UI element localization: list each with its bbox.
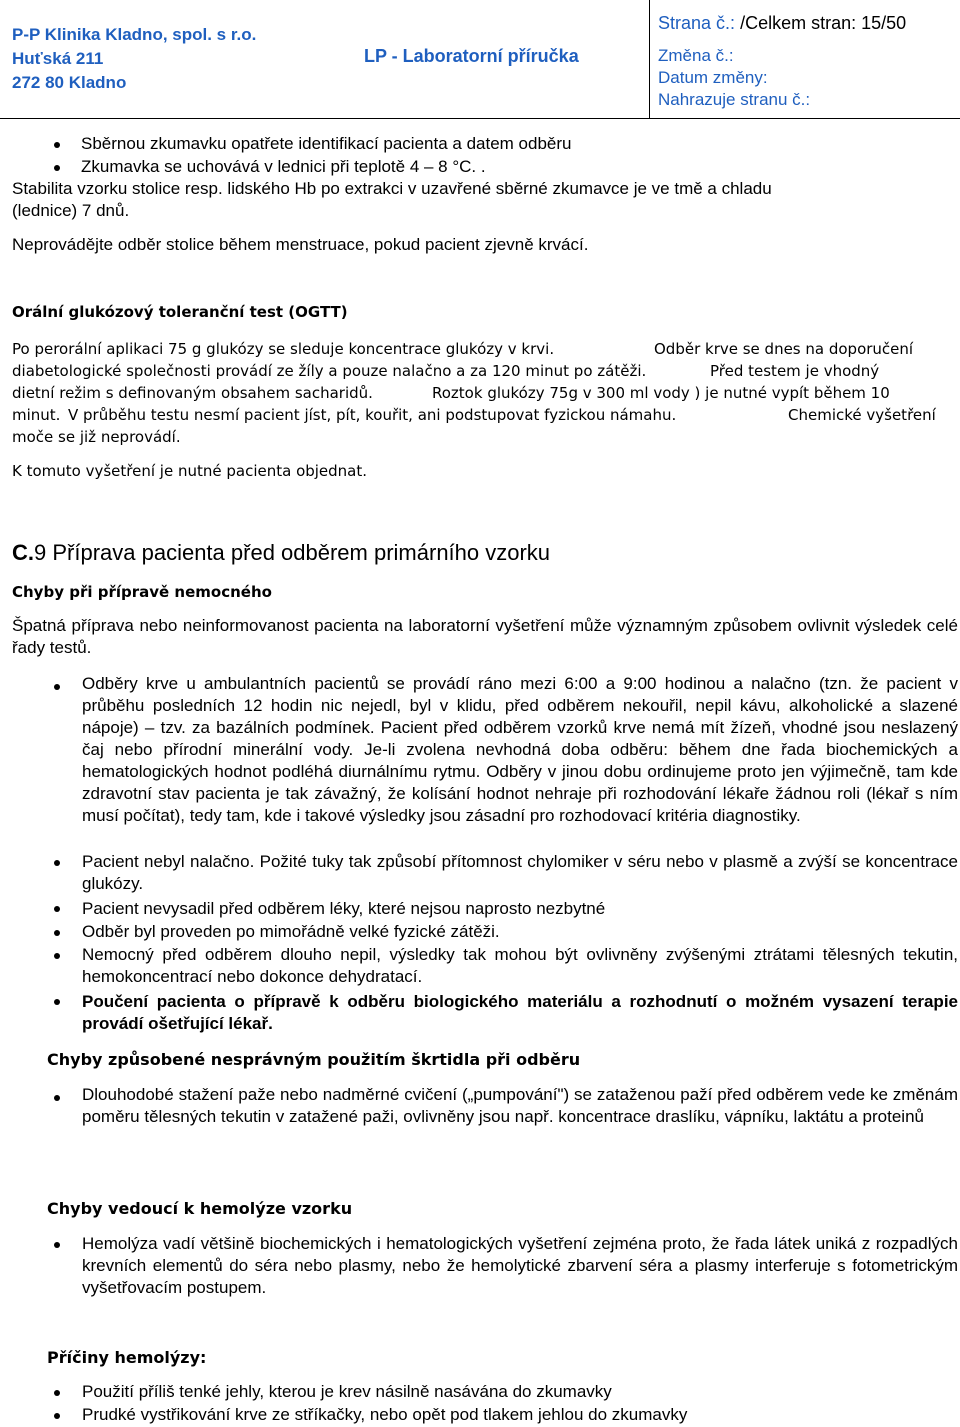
ogtt-paragraph — [12, 340, 554, 358]
section-heading — [12, 540, 550, 566]
bullet-dot — [54, 165, 60, 171]
bullet-dot — [54, 1413, 60, 1419]
ogtt-text: dietní režim s definovaným obsahem sacharidů. — [12, 384, 373, 402]
bullet-dot — [54, 953, 60, 959]
subheading-hemolysis-causes: Příčiny hemolýzy: — [47, 1348, 207, 1367]
list-item: Nemocný před odběrem dlouho nepil, výsledky tak mohou být ovlivněny zvýšenými ztrátami tělesných tekutin, hemokoncentrací nebo dokonce dehydratací. — [82, 945, 958, 986]
list-item: Dlouhodobé stažení paže nebo nadměrné cvičení („pumpování") se zataženou paží před odběrem vede ke změnám poměru tělesných tekutin v zatažené paži, ovlivněny jsou např. koncentrace draslíku, vápníku, laktátu a proteinů — [82, 1085, 958, 1126]
ogtt-text: diabetologické společnosti provádí ze žíly a pouze nalačno a za 120 minut po zátěži. — [12, 362, 647, 380]
ogtt-title: Orální glukózový toleranční test (OGTT) — [12, 303, 348, 321]
list-item: Použití příliš tenké jehly, kterou je krev násilně nasávána do zkumavky — [82, 1382, 612, 1401]
bullet-dot — [54, 684, 60, 690]
page-number — [658, 13, 906, 34]
list-item: Prudké vystřikování krve ze stříkačky, nebo opět pod tlakem jehlou do zkumavky — [82, 1405, 688, 1424]
bullet-dot — [54, 930, 60, 936]
bullet-dot — [54, 142, 60, 148]
ogtt-text: Před testem je vhodný — [710, 362, 880, 380]
menstruation-note: Neprovádějte odběr stolice během menstruace, pokud pacient zjevně krvácí. — [12, 235, 589, 254]
list-item: Pacient nebyl nalačno. Požité tuky tak způsobí přítomnost chylomiker v séru nebo v plasmě a zvýší se koncentrace glukózy. — [82, 852, 958, 893]
replaces-page: Nahrazuje stranu č.: — [658, 90, 811, 109]
ogtt-text: Roztok glukózy 75g v 300 ml vody ) je nutné vypít během 10 — [432, 384, 890, 402]
section-title: 9 Příprava pacienta před odběrem primárního vzorku — [34, 540, 551, 565]
change-number: Změna č.: — [658, 46, 734, 65]
page-header — [0, 0, 960, 118]
ogtt-text: V průběhu testu nesmí pacient jíst, pít, kouřit, ani podstupovat fyzickou námahu. — [68, 406, 677, 424]
subheading-hemolysis-errors: Chyby vedoucí k hemolýze vzorku — [47, 1199, 353, 1218]
ogtt-text: moče se již neprovádí. — [12, 428, 181, 446]
page-value: 15/50 — [861, 13, 907, 33]
intro-paragraph: Špatná příprava nebo neinformovanost pacienta na laboratorní vyšetření může významným způsobem ovlivnit výsledek celé řady testů. — [12, 616, 958, 657]
bullet-dot — [54, 860, 60, 866]
list-item: Zkumavka se uchovává v lednici při teplotě 4 – 8 °C. . — [81, 157, 486, 176]
company-address — [12, 23, 256, 95]
list-item: Pacient nevysadil před odběrem léky, které nejsou naprosto nezbytné — [82, 899, 606, 918]
document-title: LP - Laboratorní příručka — [364, 46, 579, 66]
list-item: Poučení pacienta o přípravě k odběru biologického materiálu a rozhodnutí o možném vysazení terapie provádí ošetřující lékař. — [82, 992, 958, 1033]
ogtt-text: minut. — [12, 406, 61, 424]
company-street: Huťská 211 — [12, 49, 104, 68]
ogtt-text: Odběr krve se dnes na doporučení — [654, 340, 914, 358]
bullet-dot — [54, 906, 60, 912]
page-info-box — [649, 0, 960, 118]
ogtt-order-note: K tomuto vyšetření je nutné pacienta objednat. — [12, 462, 368, 480]
bullet-dot — [54, 1242, 60, 1248]
section-number: C. — [12, 540, 34, 565]
subheading-tourniquet-errors: Chyby způsobené nesprávným použitím škrtidla při odběru — [47, 1050, 581, 1069]
subheading-preparation-errors: Chyby při přípravě nemocného — [12, 583, 272, 601]
header-divider — [0, 118, 960, 119]
ogtt-text: Chemické vyšetření — [788, 406, 936, 424]
stability-text: Stabilita vzorku stolice resp. lidského Hb po extrakci v uzavřené sběrné zkumavce je ve tmě a chladu — [12, 179, 772, 198]
bullet-dot — [54, 1095, 60, 1101]
company-name: P-P Klinika Kladno, spol. s r.o. — [12, 25, 257, 44]
change-date: Datum změny: — [658, 68, 768, 87]
page-label: Strana č.: — [658, 13, 736, 33]
stability-text: (lednice) 7 dnů. — [12, 201, 130, 220]
list-item: Hemolýza vadí většině biochemických i hematologických vyšetření zejména proto, že řada látek uniká z rozpadlých krevních elementů do séra nebo plasmy, nebo že hemolytické zbarvení séra a plasmy interferuje s fotometrickým vyšetřovacím postupem. — [82, 1234, 958, 1297]
bullet-dot — [54, 999, 60, 1005]
list-item: Odběry krve u ambulantních pacientů se provádí ráno mezi 6:00 a 9:00 hodinou a nalačno (tzn. že pacient v průběhu posledních 12 hodin nic nejedl, byl v klidu, před odběrem nekouřil, nepil kávu, alkoholické a slazené nápoje) – tzv. za bazálních podmínek. Pacient před odběrem vzorků krve nemá mít žízeň, vhodné jsou neslazený čaj nebo přírodní minerální vody. Je-li zvolena nevhodná doba odběru: během dne řada biochemických a hematologických hodnot podléhá diurnálnímu rytmu. Odběry v jinou dobu ordinujeme proto jen výjimečně, tam kde zdravotní stav pacienta je tak závažný, že kolísání hodnot nehraje při rozhodování lékaře žádnou roli (lékař s ním musí počítat), tedy tam, kde i takové výsledky jsou zásadní pro rozhodovací kritéria diagnostiky. — [82, 674, 958, 825]
list-item: Sběrnou zkumavku opatřete identifikací pacienta a datem odběru — [81, 134, 572, 153]
list-item: Odběr byl proveden po mimořádně velké fyzické zátěži. — [82, 922, 500, 941]
ogtt-text: Po perorální aplikaci 75 g glukózy se sleduje koncentrace glukózy v krvi. — [12, 340, 555, 358]
bullet-dot — [54, 1390, 60, 1396]
page-total-label: /Celkem stran: — [740, 13, 857, 33]
company-city: 272 80 Kladno — [12, 73, 127, 92]
